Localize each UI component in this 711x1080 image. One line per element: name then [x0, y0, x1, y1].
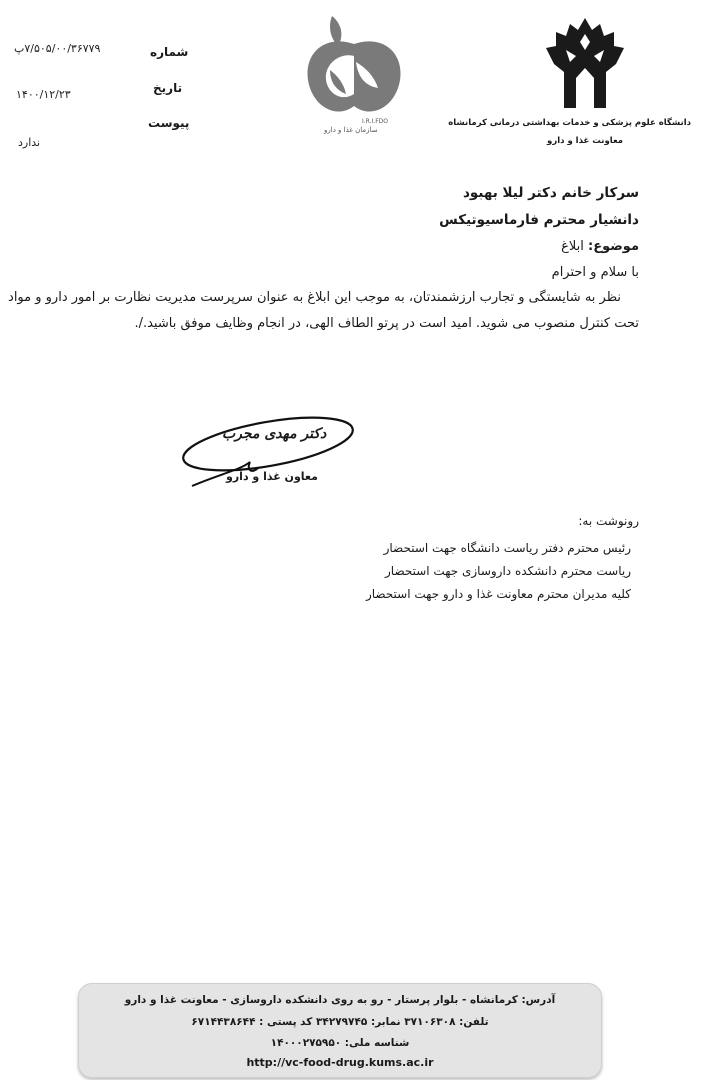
letter-number: ۷/۵۰۵/۰۰/۳۶۷۷۹پ [14, 42, 101, 55]
body-line-1: نظر به شایستگی و تجارب ارزشمندتان، به موجب این ابلاغ به عنوان سرپرست مدیریت نظارت بر امور دارو و مواد [8, 290, 621, 305]
cc-item: کلیه مدیران محترم معاونت غذا و دارو جهت استحضار [365, 587, 631, 601]
ido-logo [300, 10, 408, 136]
university-name: دانشگاه علوم پزشکی و خدمات بهداشتی درمانی کرمانشاه [448, 118, 691, 128]
cc-list [366, 537, 631, 606]
recipient-line-1: سرکار خانم دکتر لیلا بهبود [462, 185, 639, 201]
cc-item: رئیس محترم دفتر ریاست دانشگاه جهت استحضار [383, 541, 631, 555]
signatory-title: معاون غذا و دارو [226, 470, 318, 483]
subject-label: موضوع: [588, 239, 639, 254]
university-logo [540, 16, 630, 114]
body-line-2: تحت کنترل منصوب می شوید. امید است در پرتو الطاف الهی، در انجام وظایف موفق باشید./. [134, 316, 639, 331]
ido-persian-text: سازمان غذا و دارو [324, 126, 378, 134]
number-label: شماره [150, 45, 189, 59]
letter-date: ۱۴۰۰/۱۲/۲۳ [16, 88, 71, 101]
signatory-name: دکتر مهدی مجرب [222, 426, 327, 442]
attachment-label: پیوست [148, 116, 190, 130]
recipient-line-2: دانشیار محترم فارماسیوتیکس [439, 212, 639, 228]
footer-url[interactable]: http://vc-food-drug.kums.ac.ir [246, 1056, 434, 1069]
date-label: تاریخ [153, 81, 183, 95]
attachment-value: ندارد [18, 136, 41, 149]
subject-value: ابلاغ [561, 239, 588, 254]
subject-line [561, 234, 639, 260]
greeting: با سلام و احترام [551, 265, 639, 280]
signature-block [180, 404, 360, 496]
cc-item: ریاست محترم دانشکده داروسازی جهت استحضار [385, 564, 631, 578]
ido-latin-text: I.R.I.FDO [362, 118, 389, 125]
ido-emblem-icon [300, 10, 408, 136]
footer-phone-line: تلفن: ۳۷۱۰۶۳۰۸ نمابر: ۳۴۲۷۹۷۴۵ کد پستی : ۶۷۱۴۴۳۸۶۴۴ [191, 1016, 489, 1028]
footer-national-id: شناسه ملی: ۱۴۰۰۰۲۷۵۹۵۰ [270, 1037, 410, 1049]
university-department: معاونت غذا و دارو [547, 136, 623, 146]
footer-address: آدرس: کرمانشاه - بلوار پرستار - رو به روی دانشکده داروسازی - معاونت غذا و دارو [124, 994, 556, 1006]
cc-heading: رونوشت به: [578, 514, 639, 528]
letter-footer [78, 983, 602, 1078]
university-emblem-icon [540, 16, 630, 114]
